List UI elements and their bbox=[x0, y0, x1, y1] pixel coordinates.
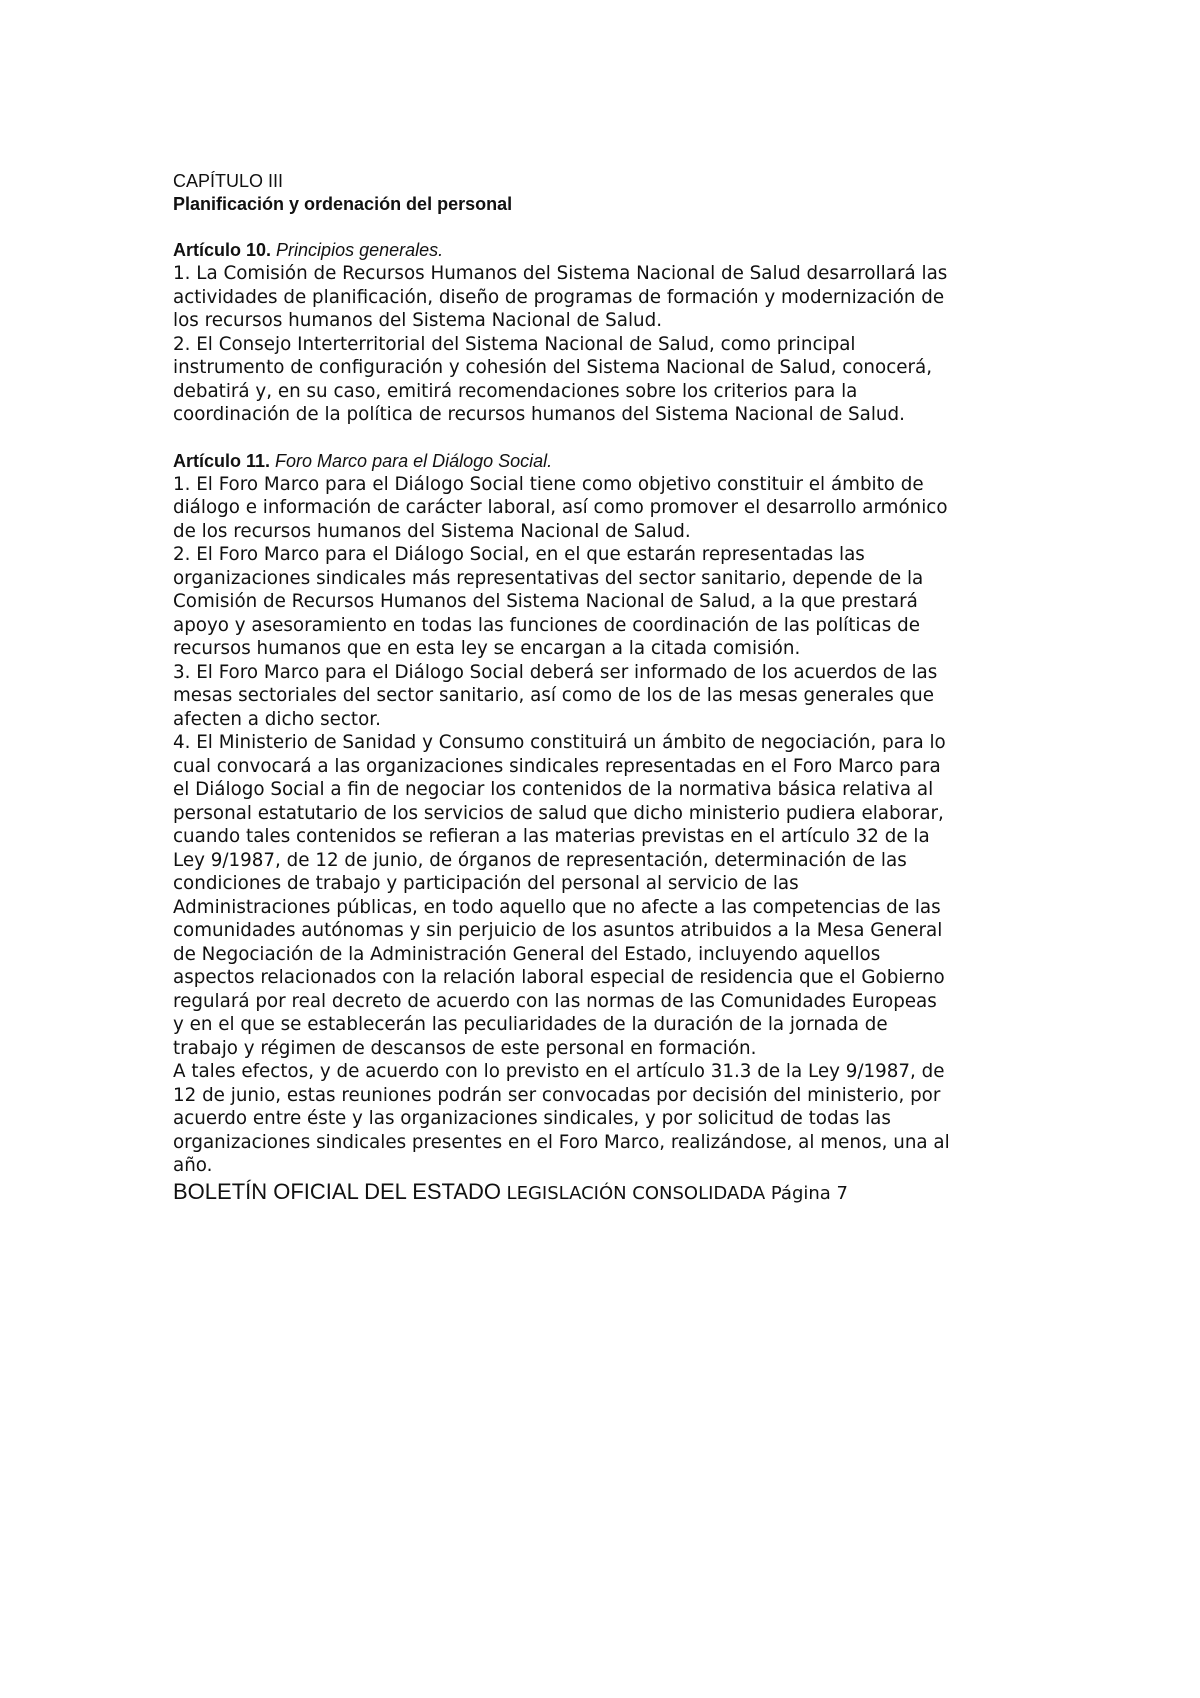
paragraph-line: 4. El Ministerio de Sanidad y Consumo constituirá un ámbito de negociación, para lo bbox=[173, 732, 946, 753]
paragraph-line: 1. La Comisión de Recursos Humanos del Sistema Nacional de Salud desarrollará las bbox=[173, 263, 948, 284]
article-11-title: Foro Marco para el Diálogo Social. bbox=[275, 450, 553, 471]
paragraph-line: diálogo e información de carácter laboral, así como promover el desarrollo armónico bbox=[173, 497, 948, 518]
paragraph-line: 1. El Foro Marco para el Diálogo Social tiene como objetivo constituir el ámbito de bbox=[173, 473, 924, 495]
footer-page-info: LEGISLACIÓN CONSOLIDADA Página 7 bbox=[506, 1182, 848, 1204]
paragraph-line: año. bbox=[173, 1155, 213, 1176]
paragraph-line: Ley 9/1987, de 12 de junio, de órganos de representación, determinación de las bbox=[173, 849, 907, 871]
article-10-body bbox=[173, 262, 1073, 427]
paragraph-line: coordinación de la política de recursos humanos del Sistema Nacional de Salud. bbox=[173, 404, 905, 425]
paragraph-line: organizaciones sindicales presentes en el Foro Marco, realizándose, al menos, una al bbox=[173, 1131, 950, 1153]
article-11-heading bbox=[173, 450, 1073, 473]
paragraph-line: regulará por real decreto de acuerdo con las normas de las Comunidades Europeas bbox=[173, 990, 937, 1012]
footer-publication: BOLETÍN OFICIAL DEL ESTADO bbox=[173, 1178, 502, 1204]
paragraph-line: instrumento de configuración y cohesión del Sistema Nacional de Salud, conocerá, bbox=[173, 357, 933, 378]
paragraph-line: Administraciones públicas, en todo aquello que no afecte a las competencias de las bbox=[173, 896, 941, 918]
paragraph-line: comunidades autónomas y sin perjuicio de los asuntos atribuidos a la Mesa General bbox=[173, 920, 943, 941]
chapter-title: Planificación y ordenación del personal bbox=[173, 194, 513, 214]
chapter-label: CAPÍTULO III bbox=[173, 171, 284, 191]
paragraph-line: 12 de junio, estas reuniones podrán ser convocadas por decisión del ministerio, por bbox=[173, 1084, 941, 1106]
article-10-title: Principios generales. bbox=[276, 240, 444, 260]
paragraph-line: aspectos relacionados con la relación laboral especial de residencia que el Gobierno bbox=[173, 967, 945, 988]
paragraph-line: condiciones de trabajo y participación del personal al servicio de las bbox=[173, 873, 799, 894]
paragraph-line: Comisión de Recursos Humanos del Sistema Nacional de Salud, a la que prestará bbox=[173, 591, 918, 612]
paragraph-line: A tales efectos, y de acuerdo con lo previsto en el artículo 31.3 de la Ley 9/1987, de bbox=[173, 1061, 945, 1082]
page-footer bbox=[173, 1178, 1073, 1208]
paragraph-line: organizaciones sindicales más representativas del sector sanitario, depende de la bbox=[173, 567, 924, 589]
paragraph-line: recursos humanos que en esta ley se encargan a la citada comisión. bbox=[173, 638, 801, 659]
paragraph-line: 2. El Foro Marco para el Diálogo Social, en el que estarán representadas las bbox=[173, 544, 865, 565]
paragraph-line: personal estatutario de los servicios de salud que dicho ministerio pudiera elaborar, bbox=[173, 802, 944, 824]
paragraph-line: los recursos humanos del Sistema Nacional de Salud. bbox=[173, 310, 663, 331]
paragraph-line: afecten a dicho sector. bbox=[173, 708, 381, 730]
article-10-number: Artículo 10. bbox=[173, 240, 272, 260]
paragraph-line: cuando tales contenidos se refieran a las materias previstas en el artículo 32 de la bbox=[173, 826, 930, 847]
paragraph-line: debatirá y, en su caso, emitirá recomendaciones sobre los criterios para la bbox=[173, 380, 858, 402]
article-10-heading bbox=[173, 239, 1073, 262]
paragraph-line: actividades de planificación, diseño de programas de formación y modernización de bbox=[173, 286, 945, 308]
paragraph-line: acuerdo entre éste y las organizaciones sindicales, y por solicitud de todas las bbox=[173, 1108, 891, 1129]
paragraph-line: trabajo y régimen de descansos de este personal en formación. bbox=[173, 1037, 757, 1059]
spacer bbox=[173, 216, 1073, 239]
spacer bbox=[173, 427, 1073, 450]
paragraph-line: apoyo y asesoramiento en todas las funciones de coordinación de las políticas de bbox=[173, 614, 920, 636]
document-page bbox=[173, 170, 1073, 1208]
paragraph-line: 2. El Consejo Interterritorial del Sistema Nacional de Salud, como principal bbox=[173, 333, 856, 355]
paragraph-line: mesas sectoriales del sector sanitario, así como de los de las mesas generales que bbox=[173, 685, 934, 706]
paragraph-line: el Diálogo Social a fin de negociar los contenidos de la normativa básica relativa al bbox=[173, 779, 934, 800]
paragraph-line: cual convocará a las organizaciones sindicales representadas en el Foro Marco para bbox=[173, 755, 941, 777]
paragraph-line: y en el que se establecerán las peculiaridades de la duración de la jornada de bbox=[173, 1014, 888, 1035]
paragraph-line: de Negociación de la Administración General del Estado, incluyendo aquellos bbox=[173, 943, 881, 965]
paragraph-line: 3. El Foro Marco para el Diálogo Social deberá ser informado de los acuerdos de las bbox=[173, 661, 938, 683]
article-11-body bbox=[173, 473, 1073, 1178]
article-11-number: Artículo 11. bbox=[173, 450, 271, 471]
paragraph-line: de los recursos humanos del Sistema Nacional de Salud. bbox=[173, 520, 691, 542]
